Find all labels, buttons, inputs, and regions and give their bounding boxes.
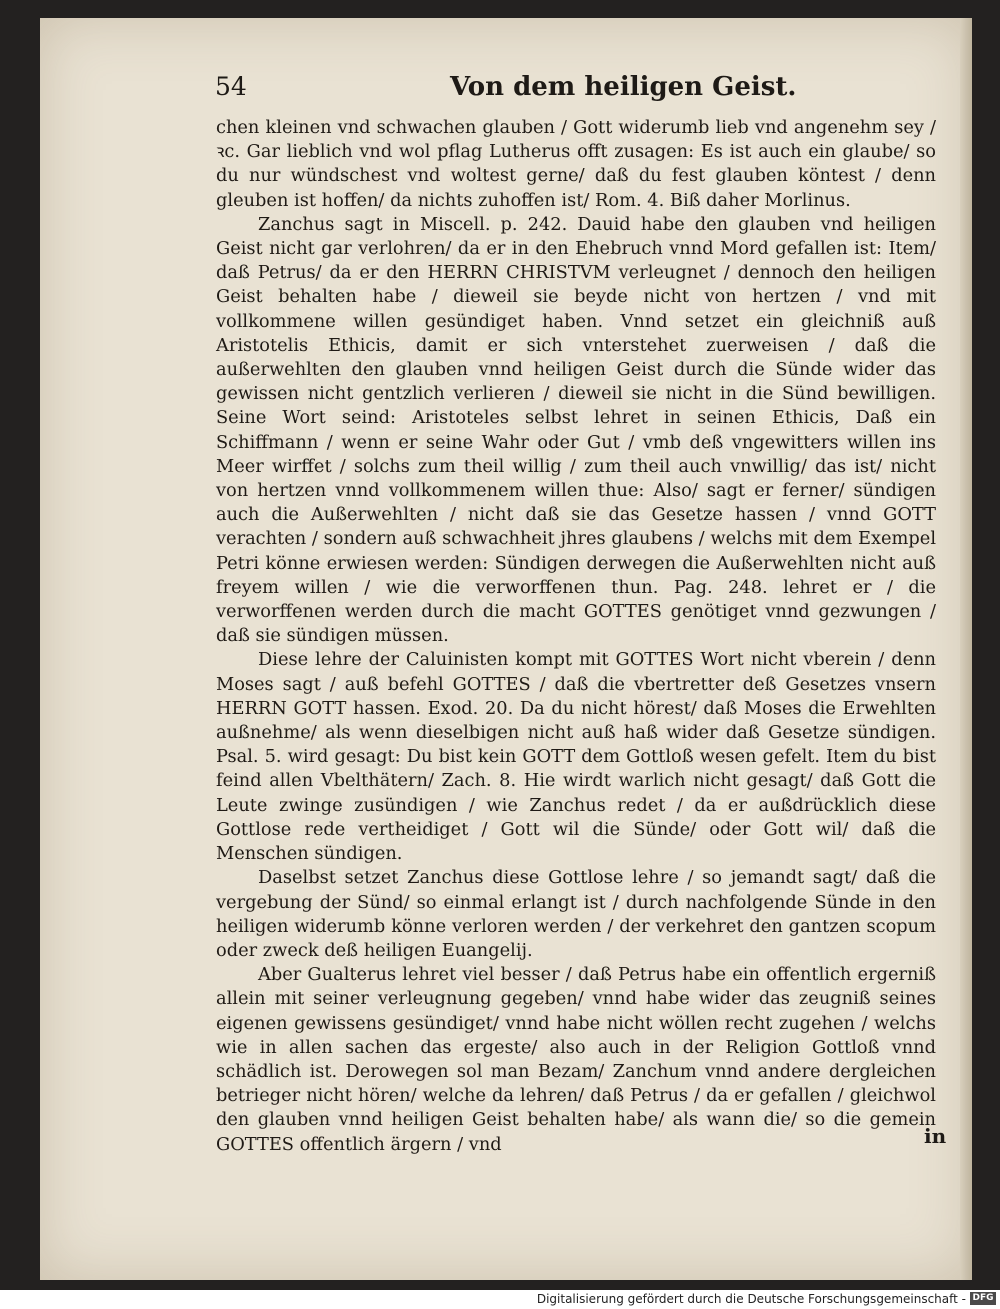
funding-credit: Digitalisierung gefördert durch die Deutsche Forschungsgemeinschaft -: [536, 1292, 966, 1306]
footer-bar: [0, 1290, 1000, 1309]
catchword: in: [924, 1124, 947, 1148]
paragraph-1: chen kleinen vnd schwachen glauben / Gott widerumb lieb vnd angenehm sey / ꝛc. Gar lieblich vnd wol pflag Lutherus offt zusagen: Es ist auch ein glaube/ so du nur wündschest vnd woltest gerne/ daß du fest glauben köntest / denn gleuben ist hoffen/ da nichts zuhoffen ist/ Rom. 4. Biß daher Morlinus.: [216, 117, 936, 211]
paragraph-4: Daselbst setzet Zanchus diese Gottlose lehre / so jemandt sagt/ daß die vergebung der Sünd/ so einmal erlangt ist / durch nachfolgende Sünde in den heiligen widerumb könne verloren werden / der verkehret den gantzen scopum oder zweck deß heiligen Euangelij.: [216, 867, 936, 961]
paragraph-3: Diese lehre der Caluinisten kompt mit GOTTES Wort nicht vberein / denn Moses sagt / auß befehl GOTTES / daß die vbertretter deß Gesetzes vnsern HERRN GOTT hassen. Exod. 20. Da du nicht hörest/ daß Moses die Erwehlten außnehme/ als wenn dieselbigen nicht auß haß wider daß Gesetze sündigen. Psal. 5. wird gesagt: Du bist kein GOTT dem Gottloß wesen gefelt. Item du bist feind allen Vbelthätern/ Zach. 8. Hie wirdt warlich nicht gesagt/ daß Gott die Leute zwinge zusündigen / wie Zanchus redet / da er außdrücklich diese Gottlose rede vertheidiget / Gott wil die Sünde/ oder Gott wil/ daß die Menschen sündigen.: [216, 649, 936, 865]
page-number: 54: [215, 72, 247, 101]
paragraph-5: Aber Gualterus lehret viel besser / daß Petrus habe ein offentlich ergerniß allein mit seiner verleugnung gegeben/ vnnd habe wider das zeugniß seines eigenen gewissens gesündiget/ vnnd habe nicht wöllen recht zugehen / welchs wie in allen sachen das ergeste/ also auch in der Religion Gottloß vnnd schädlich ist. Derowegen sol man Bezam/ Zanchum vnnd andere dergleichen betrieger nicht hören/ welche da lehren/ daß Petrus / da er gefallen / gleichwol den glauben vnnd heiligen Geist behalten habe/ als wann die/ so die gemein GOTTES offentlich ärgern / vnd: [216, 964, 936, 1155]
body-text: [216, 116, 936, 1157]
paragraph-2: Zanchus sagt in Miscell. p. 242. Dauid habe den glauben vnd heiligen Geist nicht gar verlohren/ da er in den Ehebruch vnnd Mord gefallen ist: Item/ daß Petrus/ da er den HERRN CHRISTVM verleugnet / dennoch den heiligen Geist behalten habe / dieweil sie beyde nicht von hertzen / vnd mit vollkommene willen gesündiget haben. Vnnd setzet ein gleichniß auß Aristotelis Ethicis, damit er sich vnterstehet zuerweisen / daß die außerwehlten den glauben vnnd heiligen Geist durch die Sünde wider das gewissen nicht gentzlich verlieren / dieweil sie nicht in die Sünd bewilligen. Seine Wort seind: Aristoteles selbst lehret in seinen Ethicis, Daß ein Schiffmann / wenn er seine Wahr oder Gut / vmb deß vngewitters willen ins Meer wirffet / solchs zum theil willig / zum theil auch vnwillig/ das ist/ nicht von hertzen vnnd vollkommenem willen thue: Also/ sagt er ferner/ sündigen auch die Außerwehlten / nicht daß sie das Gesetze hassen / vnnd GOTT verachten / sondern auß schwachheit jhres glaubens / welchs mit dem Exempel Petri könne erwiesen werden: Sündigen derwegen die Außerwehlten nicht auß freyem willen / wie die verworffenen thun. Pag. 248. lehret er / die verworffenen werden durch die macht GOTTES genötiget vnnd gezwungen / daß sie sündigen müssen.: [216, 213, 936, 647]
running-title: Von dem heiligen Geist.: [450, 72, 797, 102]
page-edge: [960, 18, 972, 1280]
dfg-logo: DFG: [970, 1292, 996, 1305]
page-header: [215, 72, 930, 112]
